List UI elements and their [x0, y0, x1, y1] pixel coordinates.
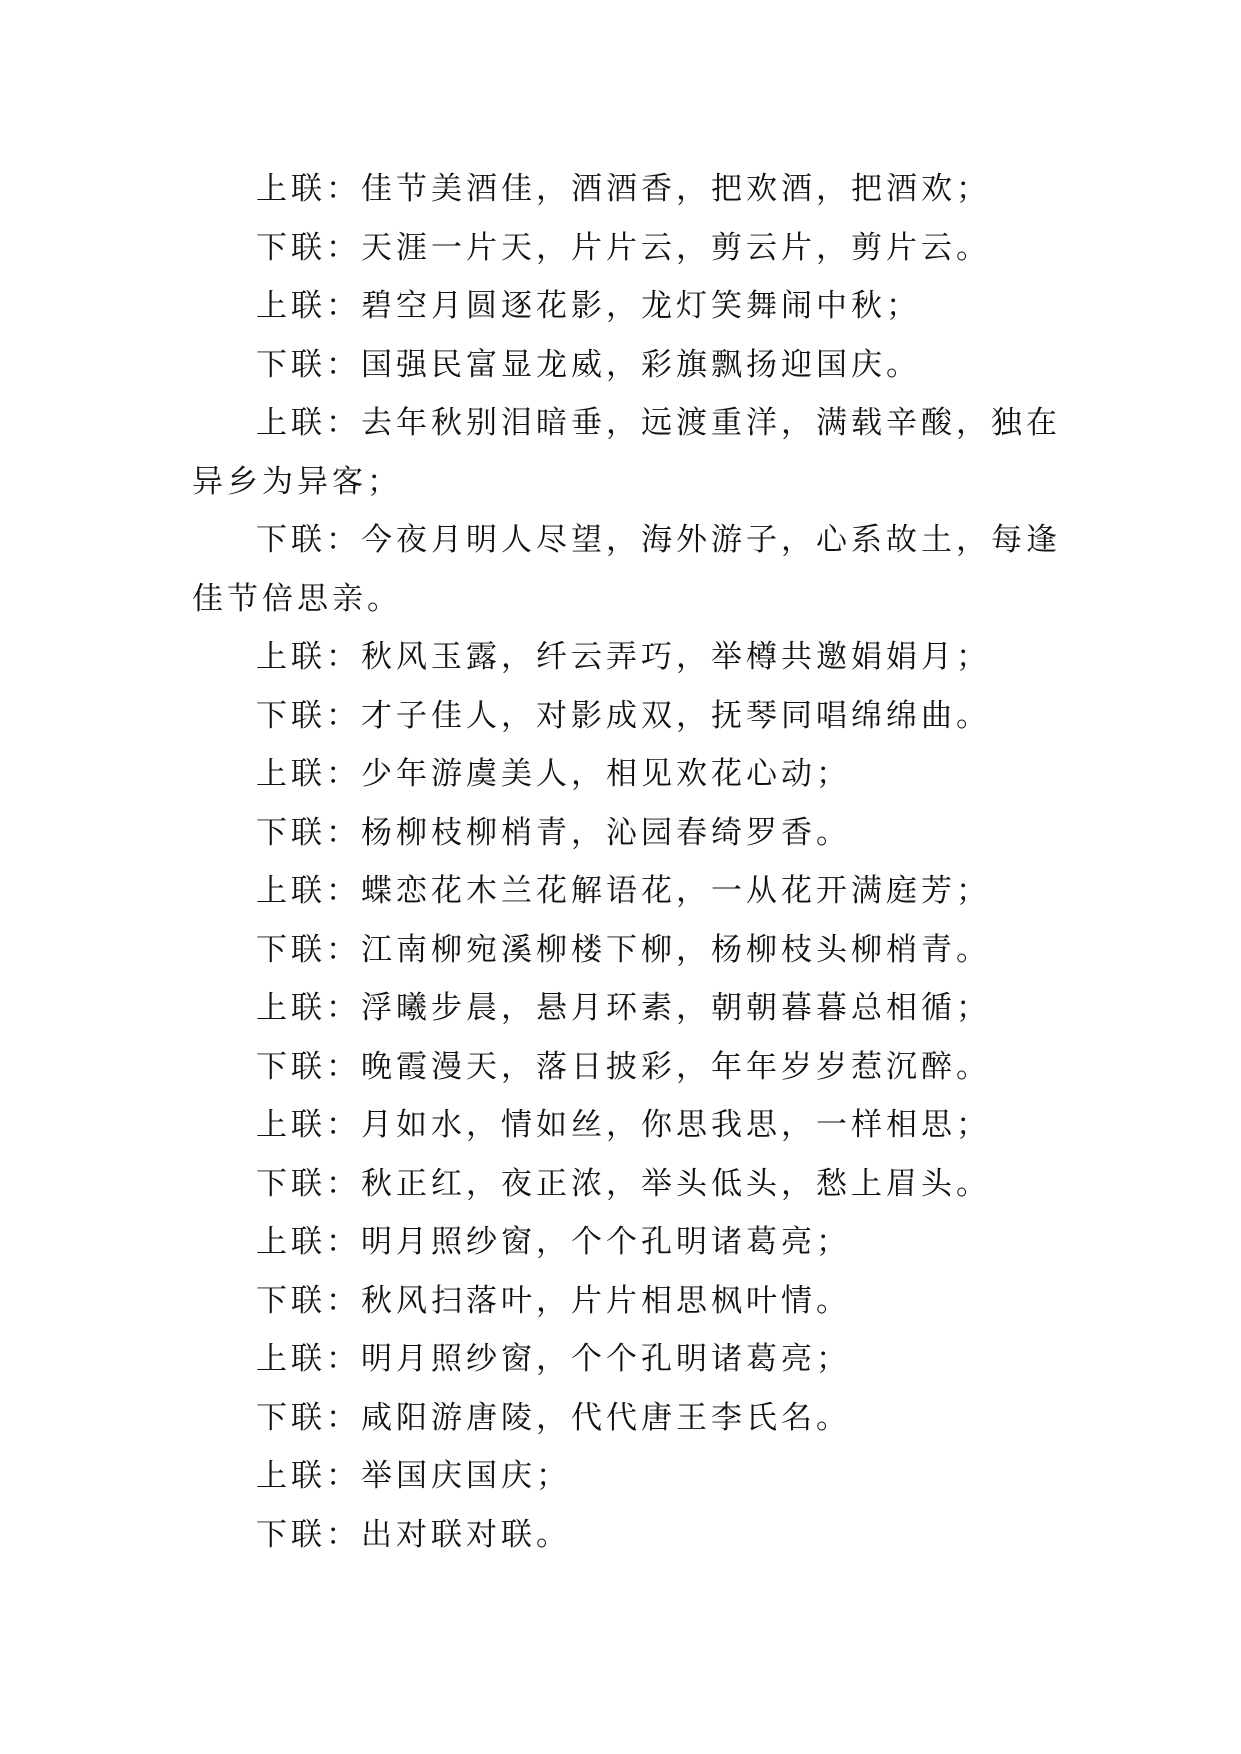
- couplet-text: 江南柳宛溪柳楼下柳，杨柳枝头柳梢青。: [361, 931, 991, 968]
- couplet-line: [192, 687, 1072, 746]
- couplet-label: 下联：: [256, 522, 361, 558]
- couplet-label: 下联：: [256, 346, 361, 383]
- couplet-label: 下联：: [256, 229, 361, 266]
- couplet-line: [192, 1330, 1072, 1389]
- couplet-text: 国强民富显龙威，彩旗飘扬迎国庆。: [361, 346, 921, 383]
- couplet-line: [192, 862, 1072, 921]
- couplet-text: 明月照纱窗，个个孔明诸葛亮；: [361, 1341, 851, 1377]
- couplet-line: [192, 1096, 1072, 1155]
- couplet-line: [192, 511, 1072, 628]
- couplet-label: 上联：: [256, 756, 361, 792]
- couplet-label: 上联：: [256, 1224, 361, 1260]
- couplet-line: [192, 1155, 1072, 1214]
- couplet-line: [192, 1272, 1072, 1331]
- couplet-text: 今夜月明人尽望，海外游子，心系故土，每逢佳节倍思亲。: [192, 522, 1061, 617]
- couplet-text: 秋风扫落叶，片片相思枫叶情。: [361, 1282, 851, 1319]
- couplet-text: 杨柳枝柳梢青，沁园春绮罗香。: [361, 814, 851, 851]
- couplet-label: 上联：: [256, 288, 361, 324]
- couplet-label: 上联：: [256, 1341, 361, 1377]
- couplet-text: 浮曦步晨，悬月环素，朝朝暮暮总相循；: [361, 990, 991, 1026]
- couplet-label: 上联：: [256, 405, 361, 441]
- couplet-line: [192, 628, 1072, 687]
- couplet-text: 佳节美酒佳，酒酒香，把欢酒，把酒欢；: [361, 171, 991, 207]
- couplet-line: [192, 1447, 1072, 1506]
- couplet-label: 下联：: [256, 931, 361, 968]
- couplet-label: 上联：: [256, 1458, 361, 1494]
- couplet-line: [192, 804, 1072, 863]
- couplet-label: 下联：: [256, 1399, 361, 1436]
- couplet-text: 才子佳人，对影成双，抚琴同唱绵绵曲。: [361, 697, 991, 734]
- couplet-text: 明月照纱窗，个个孔明诸葛亮；: [361, 1224, 851, 1260]
- couplet-label: 上联：: [256, 873, 361, 909]
- couplet-text: 碧空月圆逐花影，龙灯笑舞闹中秋；: [361, 288, 921, 324]
- couplet-line: [192, 979, 1072, 1038]
- couplet-line: [192, 394, 1072, 511]
- couplet-label: 下联：: [256, 1048, 361, 1085]
- couplet-text: 蝶恋花木兰花解语花，一从花开满庭芳；: [361, 873, 991, 909]
- couplet-line: [192, 160, 1072, 219]
- couplet-text: 出对联对联。: [361, 1516, 571, 1553]
- couplet-line: [192, 336, 1072, 395]
- couplet-label: 上联：: [256, 171, 361, 207]
- couplet-line: [192, 219, 1072, 278]
- couplet-text: 月如水，情如丝，你思我思，一样相思；: [361, 1107, 991, 1143]
- couplet-line: [192, 1389, 1072, 1448]
- couplet-text: 晚霞漫天，落日披彩，年年岁岁惹沉醉。: [361, 1048, 991, 1085]
- couplet-label: 上联：: [256, 639, 361, 675]
- couplet-line: [192, 1506, 1072, 1565]
- couplet-line: [192, 1213, 1072, 1272]
- couplet-text: 举国庆国庆；: [361, 1458, 571, 1494]
- couplet-label: 下联：: [256, 697, 361, 734]
- document-page: [192, 160, 1072, 1564]
- couplet-text: 少年游虞美人，相见欢花心动；: [361, 756, 851, 792]
- couplet-text: 秋正红，夜正浓，举头低头，愁上眉头。: [361, 1165, 991, 1202]
- couplet-text: 秋风玉露，纤云弄巧，举樽共邀娟娟月；: [361, 639, 991, 675]
- couplet-text: 咸阳游唐陵，代代唐王李氏名。: [361, 1399, 851, 1436]
- couplet-line: [192, 921, 1072, 980]
- couplet-label: 下联：: [256, 1165, 361, 1202]
- couplet-line: [192, 745, 1072, 804]
- couplet-line: [192, 1038, 1072, 1097]
- couplet-text: 去年秋别泪暗垂，远渡重洋，满载辛酸，独在异乡为异客；: [192, 405, 1061, 500]
- couplet-label: 下联：: [256, 1282, 361, 1319]
- couplet-label: 下联：: [256, 1516, 361, 1553]
- couplet-label: 下联：: [256, 814, 361, 851]
- couplet-label: 上联：: [256, 1107, 361, 1143]
- couplet-line: [192, 277, 1072, 336]
- couplet-text: 天涯一片天，片片云，剪云片，剪片云。: [361, 229, 991, 266]
- couplet-label: 上联：: [256, 990, 361, 1026]
